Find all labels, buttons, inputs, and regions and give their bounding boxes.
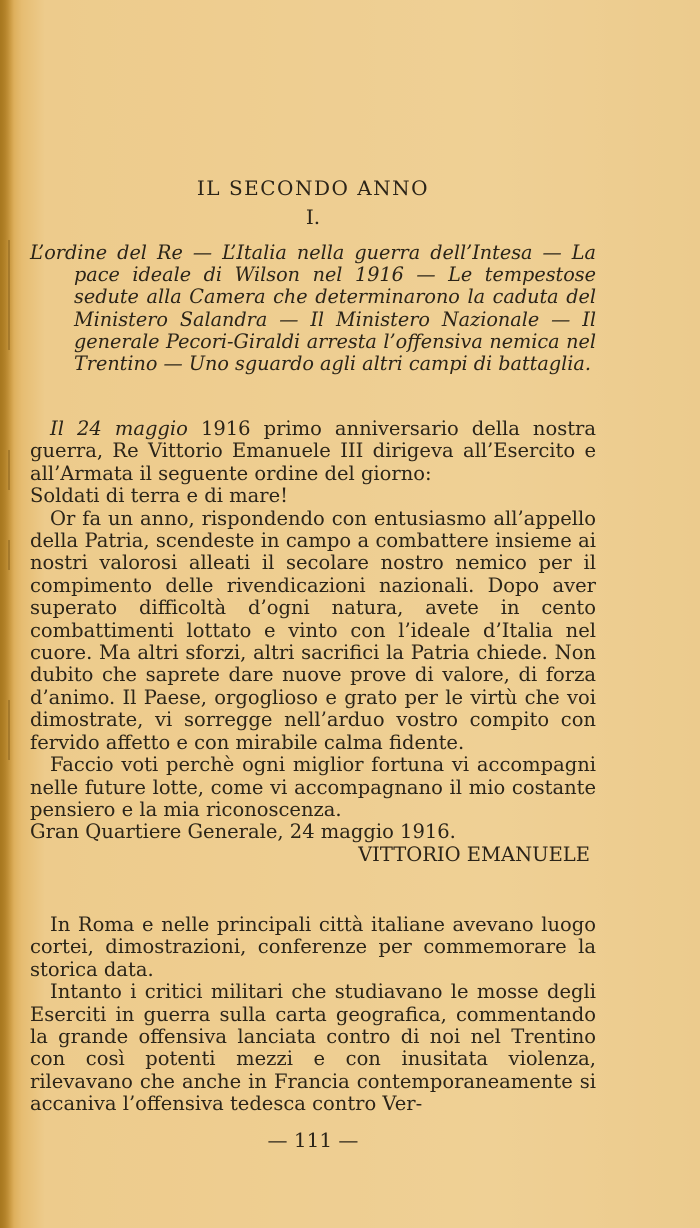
- page-number: — 111 —: [267, 1128, 359, 1152]
- intro-text: 1916 primo anniversario della nostra guerra, Re Vittorio Emanuele III dirigeva all’Esercito e all’Armata il seguente ordine del giorno:: [30, 417, 597, 485]
- margin-mark: [8, 540, 10, 570]
- narrative-section: [30, 914, 596, 1116]
- body-paragraph: Intanto i critici militari che studiavano le mosse degli Eserciti in guerra sulla carta geografica, commentando la grande offensiva lanciata contro di noi nel Trentino con così potenti mezzi e con inusitata violenza, rilevavano che anche in Francia contemporaneamente si accaniva l’offensiva tedesca contro Ver-: [30, 980, 596, 1116]
- order-section: [30, 418, 596, 866]
- chapter-summary: L’ordine del Re — L’Italia nella guerra dell’Intesa — La pace ideale di Wilson nel 1916 — Le tempestose sedute alla Camera che determinarono la caduta del Ministero Salandra — Il Ministero Nazionale — Il generale Pecori-Giraldi arresta l’offensiva nemica nel Trentino — Uno sguardo agli altri campi di battaglia.: [30, 241, 596, 376]
- body-paragraph: In Roma e nelle principali città italiane avevano luogo cortei, dimostrazioni, conferenze per commemorare la storica data.: [30, 913, 596, 981]
- chapter-summary-block: [30, 242, 596, 375]
- margin-mark: [8, 450, 10, 490]
- order-paragraph: Or fa un anno, rispondendo con entusiasmo all’appello della Patria, scendeste in campo a combattere insieme ai nostri valorosi alleati il secolare nostro nemico per il compimento delle rivendicazioni nazionali. Dopo aver superato difficoltà d’ogni natura, avete in cento combattimenti lottato e vinto con l’ideale d’Italia nel cuore. Ma altri sforzi, altri sacrifici la Patria chiede. Non dubito che saprete dare nuove prove di valore, di forza d’animo. Il Paese, orgoglioso e grato per le virtù che voi dimostrate, vi sorregge nell’arduo vostro compito con fervido affetto e con mirabile calma fidente.: [30, 506, 596, 754]
- page-edge-shadow: [0, 0, 14, 1228]
- margin-mark: [8, 240, 10, 350]
- intro-lead: Il 24 maggio: [50, 417, 188, 440]
- section-number: I.: [305, 205, 321, 229]
- intro-paragraph: [30, 418, 596, 485]
- margin-mark: [8, 700, 10, 760]
- chapter-title: IL SECONDO ANNO: [196, 176, 430, 200]
- order-signature: VITTORIO EMANUELE: [358, 842, 590, 866]
- order-paragraph: Faccio voti perchè ogni miglior fortuna vi accompagni nelle future lotte, come vi accompagnano il mio costante pensiero e la mia riconoscenza.: [30, 753, 596, 821]
- order-salutation: Soldati di terra e di mare!: [30, 484, 288, 508]
- order-place-date: Gran Quartiere Generale, 24 maggio 1916.: [30, 820, 456, 844]
